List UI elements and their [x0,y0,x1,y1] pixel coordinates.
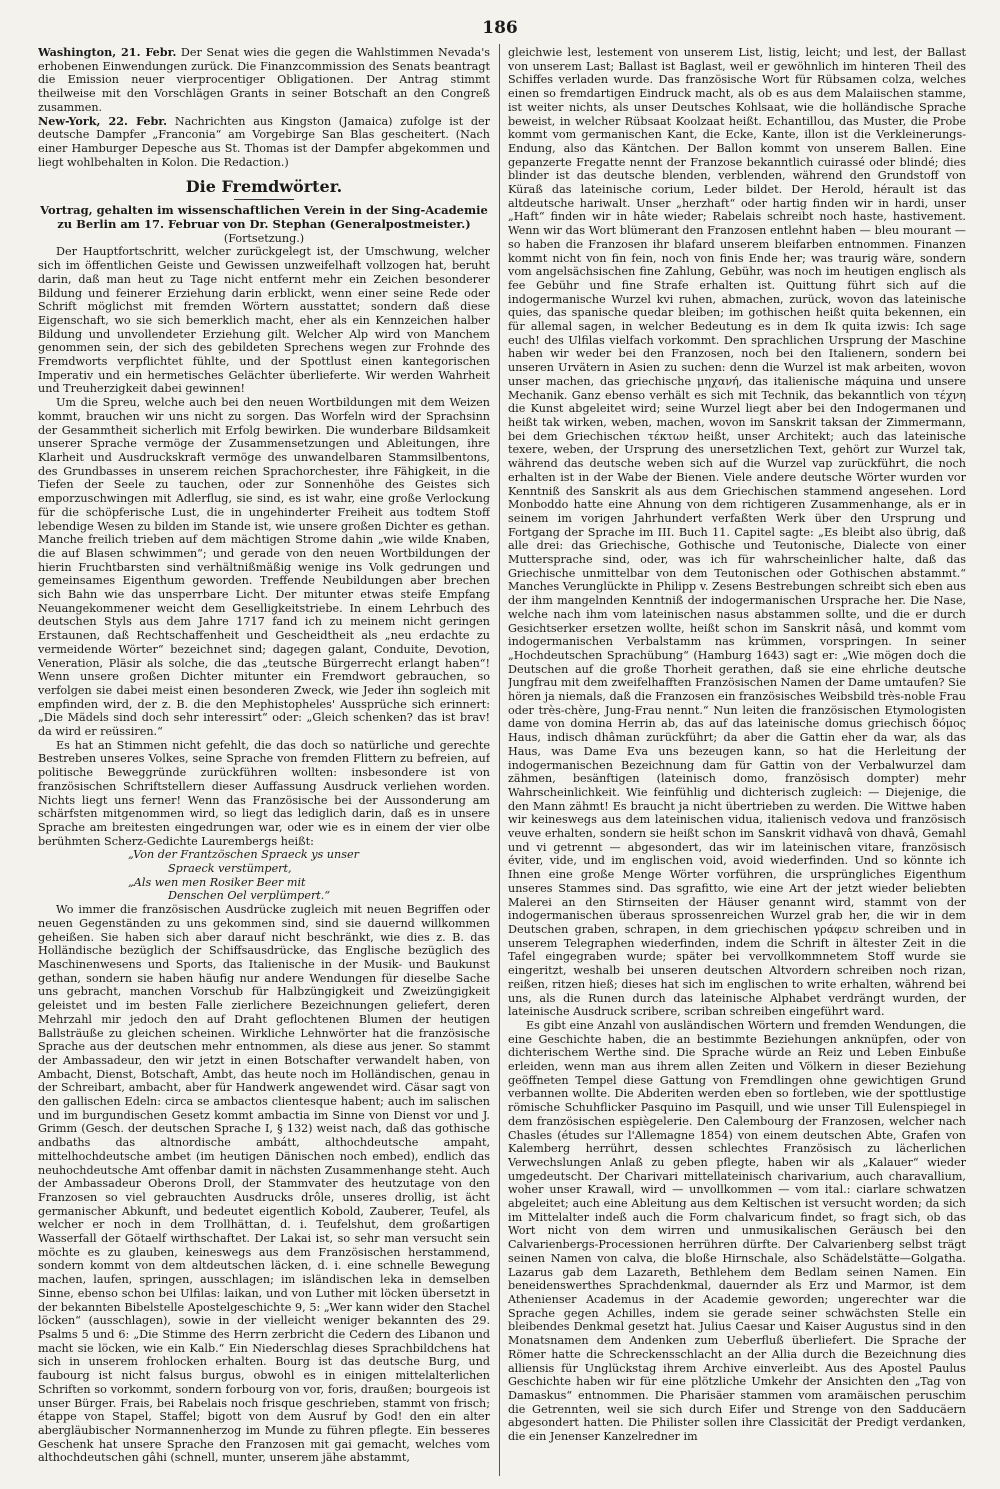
news-item-newyork [38,115,490,170]
article-paragraph: Es gibt eine Anzahl von ausländischen Wörtern und fremden Wendungen, die eine Geschichte haben, die an bestimmte Beziehungen anknüpfen, oder von dichterischem Werthe sind. Die Sprache würde an Reiz und Leben Einbuße erleiden, wenn man aus ihrem allen Zeiten und Völkern in dieser Beziehung geöffneten Tempel diese Gattung von Fremdlingen ohne gewichtigen Grund verbannen wollte. Die Abderiten werden eben so fortleben, wie der spottlustige römische Schuhflicker Pasquino im Pasquill, und wie unser Till Eulenspiegel in dem französischen espiègelerie. Den Calembourg der Franzosen, welcher nach Chasles (études sur l'Allemagne 1854) von einem deutschen Abte, Grafen von Kalemberg herrührt, dessen schlechtes Französisch zu lächerlichen Verwechslungen Anlaß zu geben pflegte, haben wir als „Kalauer“ wieder umgedeutscht. Der Charivari mittellateinisch charivarium, auch charavallium, woher unser Krawall, wird — unvollkommen — vom ital.: ciarlare schwatzen abgeleitet; auch eine Ableitung aus dem Keltischen ist versucht worden; da sich im Mittelalter indeß auch die Form chalvaricum findet, so fragt sich, ob das Wort nicht von dem wirren und unmusikalischen Geräusch bei den Calvarienbergs-Processionen herrühren dürfte. Der Calvarienberg selbst trägt seinen Namen von calva, die bloße Hirnschale, also Schädelstätte—Golgatha. Lazarus gab dem Lazareth, Bethlehem dem Bedlam seinen Namen. Ein beneidenswerthes Sprachdenkmal, dauernder als Erz und Marmor, ist dem Athenienser Academus in der Academie geworden; ungerechter war die Sprache gegen Achilles, indem sie gerade seiner schwächsten Stelle ein bleibendes Denkmal gesetzt hat. Julius Caesar und Kaiser Augustus sind in den Monatsnamen dem Andenken zum Ueberfluß überliefert. Die Sprache der Römer hatte die Schreckensschlacht an der Allia durch die Bezeichnung dies alliensis für Unglückstag ihrem Archive einverleibt. Aus des Apostel Paulus Geschichte haben wir für eine plötzliche Umkehr der Ansichten den „Tag von Damaskus“ entnommen. Die Pharisäer stammen vom aramäischen peruschim die Getrennten, weil sie sich durch Eifer und Strenge von den Sadducäern abgesondert hatten. Die Philister sollen ihre Classicität der Predigt verdanken, die ein Jenenser Kanzelredner im [508,1018,966,1444]
article-subtitle: Vortrag, gehalten im wissenschaftlichen Verein in der Sing-Academie zu Berlin am 17. Februar von Dr. Stephan (Generalpostmeister.) [40,203,488,232]
verse-line: Spraeck verstümpert, [168,862,292,876]
article-paragraph: Der Hauptfortschritt, welcher zurückgelegt ist, der Umschwung, welcher sich im öffentlichen Geiste und Gewissen unzweifelhaft vollzogen hat, beruht darin, daß man heut zu Tage nicht entfernt mehr ein Zeichen besonderer Bildung und feinerer Erziehung darin erblickt, wenn einer seine Rede oder Schrift möglichst mit fremden Wörtern ausstattet; sondern daß diese Eigenschaft, wo sie sich bemerklich macht, eher als ein Kennzeichen halber Bildung und unvollendeter Erziehung gilt. Welcher Alp wird von Manchem genommen sein, der sich des gebildeten Sprechens wegen zur Frohnde des Fremdworts verpflichtet fühlte, und der Spottlust einen kantegorischen Imperativ und ein hermetisches Gelächter überlieferte. Wir werden Wahrheit und Treuherzigkeit dabei gewinnen! [38,245,490,396]
article-paragraph: Um die Spreu, welche auch bei den neuen Wortbildungen mit dem Weizen kommt, brauchen wir uns nicht zu sorgen. Das Worfeln wird der Sprachsinn der Gesammtheit sicherlich mit Erfolg bewirken. Die wunderbare Bildsamkeit unserer Sprache vermöge der Zusammensetzungen und Ableitungen, ihre Klarheit und Ausdruckskraft vermöge des unwandelbaren Stammsilbentons, des Grundbasses in unserem reichen Sprachorchester, ihre Fähigkeit, in die Tiefen der Seele zu tauchen, oder zur Sonnenhöhe des Geistes sich emporzuschwingen mit Adlerflug, sie sind, es ist wahr, eine große Verlockung für die schöpferische Lust, die in ungehinderter Freiheit aus todtem Stoff lebendige Wesen zu bilden im Stande ist, wie unsere großen Dichter es gethan. Manche freilich trieben auf dem mächtigen Strome dahin „wie wilde Knaben, die auf Blasen schwimmen“; und gerade von den neuen Wortbildungen der hierin Fruchtbarsten sind verhältnißmäßig wenige ins Volk gedrungen und gemeinsames Eigenthum geworden. Treffende Neubildungen aber brechen sich Bahn wie das unsperrbare Licht. Der mitunter etwas steife Empfang Neuangekommener weicht dem Geselligkeitstriebe. In einem Lehrbuch des deutschen Styls aus dem Jahre 1717 fand ich zu meinem nicht geringen Erstaunen, daß Rechtschaffenheit und Gescheidtheit als „neu erdachte zu vermeidende Wörter“ bezeichnet sind; dagegen galant, Conduite, Devotion, Veneration, Pläsir als solche, die das „teutsche Bürgerrecht erlangt haben“! Wenn unsere großen Dichter mitunter ein Fremdwort gebrauchen, so verfolgen sie dabei meist einen besonderen Zweck, wie Jeder ihn sogleich mit empfinden wird, der z. B. die den Mephistopheles' Aussprüche sich erinnert: „Die Mädels sind doch sehr interessirt“ oder: „Gleich schenken? das ist brav! da wird er reüssiren.“ [38,396,490,739]
verse-line: „Von der Frantzöschen Spraeck ys unser [128,848,359,862]
article-paragraph: Es hat an Stimmen nicht gefehlt, die das doch so natürliche und gerechte Bestreben unseres Volkes, seine Sprache von fremden Flittern zu befreien, auf politische Beweggründe zurückführen wollten: insbesondere ist von französischen Schriftstellern dieser Auffassung Ausdruck verliehen worden. Nichts liegt uns ferner! Wenn das Französische bei der Aussonderung am schärfsten mitgenommen wird, so liegt das lediglich darin, daß es in unsere Sprache am breitesten eingedrungen war, oder wie es in einem der vier olbe berühmten Scherz-Gedichte Laurembergs heißt: [38,738,490,848]
news-dateline: New-York, 22. Febr. [38,113,168,128]
left-column [38,46,490,1476]
verse-quote [38,848,490,903]
news-item-washington [38,46,490,115]
news-text: Nachrichten aus Kingston (Jamaica) zufolge ist der deutsche Dampfer „Franconia“ am Vorgebirge San Blas gescheitert. (Nach einer Hamburger Depesche aus St. Thomas ist der Dampfer abgekommen und liegt wohlbehalten in Kolon. Die Redaction.) [38,114,490,169]
news-text: Der Senat wies die gegen die Wahlstimmen Nevada's erhobenen Einwendungen zurück. Die Finanzcommission des Senats beantragt die Emission neuer vierprocentiger Obligationen. Der Antrag stimmt theilweise mit den Vorschlägen Grants in seiner Botschaft an den Congreß zusammen. [38,46,490,114]
article-paragraph: Wo immer die französischen Ausdrücke zugleich mit neuen Begriffen oder neuen Gegenständen zu uns gekommen sind, sind sie dauernd willkommen geheißen. Sie haben sich aber darauf nicht beschränkt, wie dies z. B. das Holländische bezüglich der Schiffsausdrücke, das Englische bezüglich des Maschinenwesens und Sports, das Italienische in der Musik- und Baukunst gethan, sondern sie haben häufig nur andere Wendungen für dieselbe Sache uns gebracht, manchen Vorschub für Halbzüngigkeit und Zweizüngigkeit geleistet und im besten Falle zierlichere Bezeichnungen geliefert, deren Mehrzahl mir jedoch den auf Draht geflochtenen Blumen der heutigen Ballsträuße zu gleichen scheinen. Wirkliche Lehnwörter hat die französische Sprache aus der deutschen mehr entnommen, als diese aus jener. So stammt der Ambassadeur, den wir jetzt in einen Botschafter verwandelt haben, von Ambacht, Dienst, Botschaft, Ambt, das heute noch im Holländischen, genau in der Schreibart, ambacht, aber für Handwerk angewendet wird. Cäsar sagt von den gallischen Edeln: circa se ambactos clientesque habent; auch im salischen und im burgundischen Gesetz kommt ambactia im Sinne von Dienst vor und J. Grimm (Gesch. der deutschen Sprache I, § 132) weist nach, daß das gothische andbaths das altnordische ambátt, althochdeutsche ampaht, mittelhochdeutsche ambet (im heutigen Dänischen noch embed), endlich das neuhochdeutsche Amt offenbar damit in nächsten Zusammenhange steht. Auch der Ambassadeur Oberons Droll, der Stammvater des heutzutage von den Franzosen so viel gebrauchten Ausdrucks drôle, unseres drollig, ist ächt germanischer Abkunft, und bedeutet eigentlich Kobold, Zauberer, Teufel, als welcher er noch in dem Trollhättan, d. i. Teufelshut, dem großartigen Wasserfall der Götaelf wirthschaftet. Der Lakai ist, so sehr man versucht sein möchte es zu glauben, keineswegs aus dem Französischen herstammend, sondern kommt von dem altdeutschen läcken, d. i. eine schnelle Bewegung machen, laufen, springen, ausschlagen; im isländischen leka in demselben Sinne, ebenso schon bei Ulfilas: laikan, und von Luther mit löcken übersetzt in der bekannten Bibelstelle Apostelgeschichte 9, 5: „Wer kann wider den Stachel löcken“ (ausschlagen), sowie in der vielleicht weniger bekannten des 29. Psalms 5 und 6: „Die Stimme des Herrn zerbricht die Cedern des Libanon und macht sie löcken, wie ein Kalb.“ Ein Niederschlag dieses Sprachbildchens hat sich in unserem frohlocken erhalten. Bourg ist das deutsche Burg, und faubourg ist nicht falsus burgus, obwohl es in einigen mittelalterlichen Schriften so vorkommt, sondern forbourg von vor, foris, draußen; bourgeois ist unser Bürger. Frais, bei Rabelais noch frisque geschrieben, stammt von frisch; étappe von Stapel, Staffel; bigott von dem Ausruf by God! den ein alter abergläubischer Normannenherzog im Munde zu führen pflegte. Ein besseres Geschenk hat unsere Sprache den Franzosen mit gai gemacht, welches vom althochdeutschen gâhi (schnell, munter, unserem jähe abstammt, [38,903,490,1465]
article-title: Die Fremdwörter. [185,177,343,197]
continuation-note: (Fortsetzung.) [223,231,305,245]
column-divider [499,44,500,1476]
page-number: 186 [482,18,518,38]
article-paragraph: gleichwie lest, lestement von unserem List, listig, leicht; und lest, der Ballast von unserem Last; Ballast ist Baglast, weil er gewöhnlich im hinteren Theil des Schiffes verladen wurde. Das französische Wort für Rübsamen colza, welches einen so fremdartigen Eindruck macht, als ob es aus dem Malaiischen stamme, ist weiter nichts, als unser Deutsches Kohlsaat, wie die holländische Sprache beweist, in welcher Rübsaat Koolzaat heißt. Echantillou, das Muster, die Probe kommt vom germanischen Kant, die Ecke, Kante, illon ist die Verkleinerungs-Endung, also das Käntchen. Der Ballon kommt von unserem Ballen. Eine gepanzerte Fregatte nennt der Franzose bekanntlich cuirassé oder blindé; dies blinder ist das deutsche blenden, verblenden, während den Grundstoff von Küraß das lateinische corium, Leder bildet. Der Herold, hérault ist das altdeutsche hariwalt. Unser „herzhaft“ oder hartig finden wir in hardi, unser „Haft“ finden wir in hâte wieder; Rabelais schreibt noch haste, hastivement. Wenn wir das Wort blümerant den Franzosen entlehnt haben — bleu mourant — so haben die Franzosen ihr blafard unserem bleifarben entnommen. Finanzen kommt nicht von fin fein, noch von finis Ende her; was traurig wäre, sondern vom angelsächsischen fine Zahlung, Gebühr, was noch im heutigen englisch als fee Gebühr und fine Strafe erhalten ist. Quittung führt sich auf die indogermanische Wurzel kvi ruhen, abmachen, zurück, wovon das lateinische quies, das spanische quedar bleiben; im gothischen heißt quita bekennen, ein für allemal sagen, in welcher Bedeutung es in dem Ik quita izwis: Ich sage euch! des Ulfilas vielfach vorkommt. Den sprachlichen Ursprung der Maschine haben wir weder bei den Franzosen, noch bei den Italienern, sondern bei unseren Urvätern in Asien zu suchen: denn die Wurzel ist mak arbeiten, wovon unser machen, das griechische μηχανή, das italienische máquina und unsere Mechanik. Ganz ebenso verhält es sich mit Technik, das bekanntlich von τέχνη die Kunst abgeleitet wird; seine Wurzel liegt aber bei den Indogermanen und heißt tak wirken, weben, machen, wovon im Sanskrit taksan der Zimmermann, bei dem Griechischen τέκτων heißt, unser Architekt; auch das lateinische texere, weben, der Ursprung des unersetzlichen Text, gehört zur Wurzel tak, während das deutsche weben sich auf die Wurzel vap zurückführt, die noch erhalten ist in der Wabe der Bienen. Viele andere deutsche Wörter wurden vor Kenntniß des Sanskrit als aus dem Griechischen stammend angesehen. Lord Monboddo hatte eine Ahnung von dem richtigeren Zusammenhange, als er in seinem im vorigen Jahrhundert verfaßten Werk über den Ursprung und Fortgang der Sprache im III. Buch 11. Capitel sagte: „Es bleibt also übrig, daß alle drei: das Griechische, Gothische und Teutonische, Dialecte von einer Muttersprache sind, oder, was ich für wahrscheinlicher halte, daß das Griechische unmittelbar von dem Teutonischen oder Gothischen abstammt.“ Manches Verunglückte in Philipp v. Zesens Bestrebungen schreibt sich eben aus der ihm mangelnden Kenntniß der indogermanischen Ursprache her. Die Nase, welche nach ihm vom lateinischen nasus abstammen sollte, und die er durch Gesichtserker ersetzen wollte, heißt schon im Sanskrit nâsâ, und kommt vom indogermanischen Verbalstamm nas krümmen, vorspringen. In seiner „Hochdeutschen Sprachübung“ (Hamburg 1643) sagt er: „Wie mögen doch die Deutschen auf die große Thorheit gerathen, daß sie eine ehrliche deutsche Jungfrau mit dem zweifelhafften Französischen Namen der Dame umtaufen? Sie hören ja niemals, daß die Franzosen ein französisches Weibsbild très-noble Frau oder très-chère, Jung-Frau nennt.“ Nun leiten die französischen Etymologisten dame von domina Herrin ab, das auf das lateinische domus griechisch δόμος Haus, indisch dhâman zurückführt; da aber die Gattin eher da war, als das Haus, was Dame Eva uns bezeugen kann, so hat die Herleitung der indogermanischen Bezeichnung dam für Gattin von der Verbalwurzel dam zähmen, besänftigen (lateinisch domo, französisch dompter) mehr Wahrscheinlichkeit. Wie feinfühlig und dichterisch zugleich: — Diejenige, die den Mann zähmt! Es braucht ja nicht übertrieben zu werden. Die Wittwe haben wir keineswegs aus dem lateinischen vidua, italienisch vedova und französisch veuve erhalten, sondern sie heißt schon im Sanskrit vidhavâ von dhavâ, Gemahl und vi getrennt — abgesondert, das wir im lateinischen vitare, französisch éviter, vide, und im englischen void, avoid wiederfinden. Und so könnte ich Ihnen eine große Menge Wörter vorführen, die ursprüngliches Eigenthum unseres Stammes sind. Das sgrafitto, wie eine Art der jetzt wieder beliebten Malerei an den Stirnseiten der Häuser genannt wird, stammt von der indogermanischen überaus sprossenreichen Wurzel grab her, die wir in dem Deutschen graben, schrapen, in dem griechischen γράφειν schreiben und in unserem Telegraphen wiederfinden, indem die Schrift in ältester Zeit in die Tafel eingegraben wurde; später bei vervollkommnetem Stoff wurde sie eingeritzt, weshalb bei unseren deutschen Altvordern schreiben noch rizan, reißen, ritzen hieß; dieses hat sich im englischen to write erhalten, während bei uns, als die Runen durch das lateinische Alphabet verdrängt wurden, der lateinische Ausdruck scribere, scriban schreiben eingeführt ward. [508,46,966,1019]
verse-line: „Als wen men Rosiker Beer mit [128,875,306,889]
right-column [508,46,966,1476]
news-dateline: Washington, 21. Febr. [38,46,177,59]
verse-line: Denschen Oel verplümpert.“ [168,889,331,903]
title-rule [234,199,294,200]
